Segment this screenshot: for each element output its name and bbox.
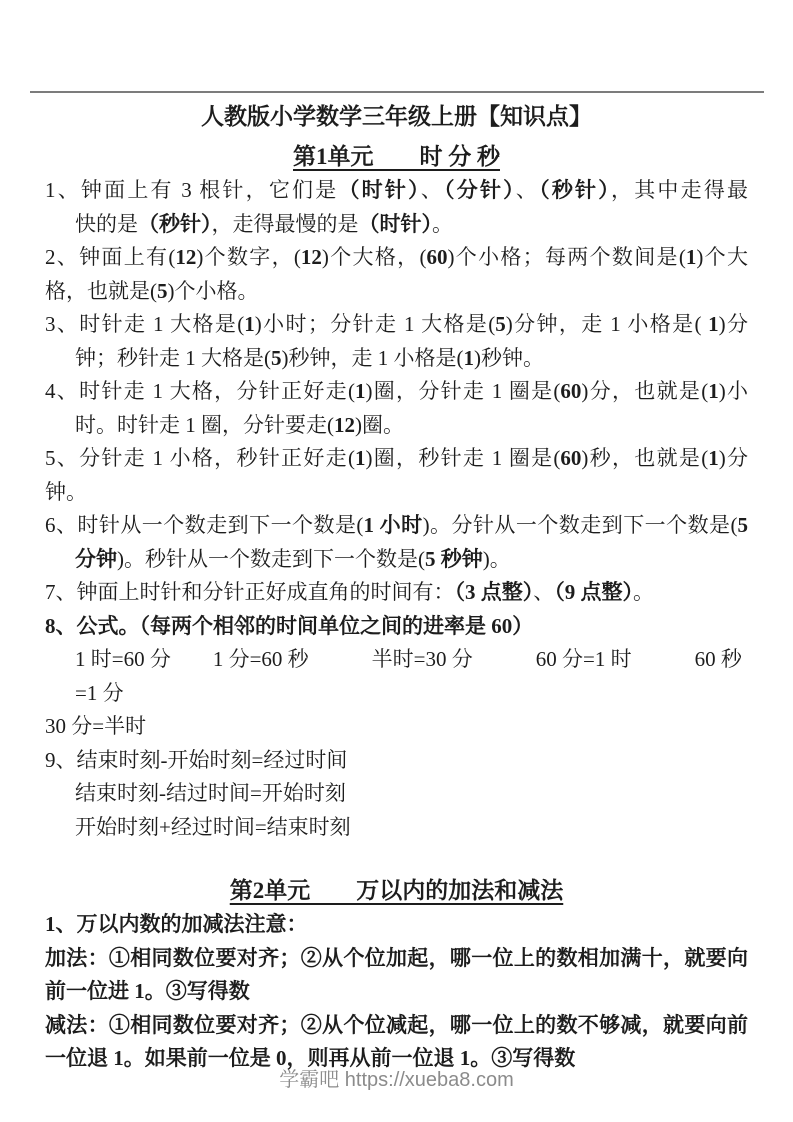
bold-answer-text: 前一位进 1。③写得数 <box>45 979 250 1003</box>
bold-answer-text: 12 <box>175 245 197 269</box>
text-line: 结束时刻-结过时间=开始时刻 <box>75 781 346 805</box>
bold-answer-text: 1 <box>708 379 719 403</box>
text-line: 时。时针走 1 圈，分针要走(12)圈。 <box>75 412 404 437</box>
document-content <box>45 100 748 1076</box>
bold-answer-text: 加法：①相同数位要对齐；②从个位加起，哪一位上的数相加满十，就要向 <box>45 945 748 970</box>
bold-answer-text: 分钟 <box>75 546 117 571</box>
bold-answer-text: 1 <box>708 446 719 470</box>
text-line: 9、结束时刻-开始时刻=经过时间 <box>45 747 348 772</box>
bold-answer-text: 5 秒钟 <box>425 546 483 571</box>
text-line: 钟。 <box>45 479 87 504</box>
bold-answer-text: （时针） <box>338 178 421 202</box>
text-line: 7、钟面上时针和分针正好成直角的时间有：（3 点整）、（9 点整）。 <box>45 580 654 604</box>
bold-answer-text: 5 <box>737 513 748 537</box>
text-line: 5、分针走 1 小格，秒针正好走(1)圈，秒针走 1 圈是(60)秒，也就是(1)分 <box>45 446 748 470</box>
bold-answer-text: 一位退 1。如果前一位是 0，则再从前一位退 1。③写得数 <box>45 1046 576 1070</box>
text-line: 快的是（秒针），走得最慢的是（时针）。 <box>75 211 453 236</box>
text-line: 分钟)。秒针从一个数走到下一个数是(5 秒钟)。 <box>75 546 511 571</box>
text-line: 6、时针从一个数走到下一个数是(1 小时)。分针从一个数走到下一个数是(5 <box>45 513 748 537</box>
bold-answer-text: 5 <box>157 278 168 303</box>
bold-answer-text: 8、公式。（每两个相邻的时间单位之间的进率是 60） <box>45 613 534 638</box>
text-line: 开始时刻+经过时间=结束时刻 <box>75 814 351 839</box>
bold-answer-text: 60 <box>560 379 582 403</box>
bold-answer-text: 5 <box>271 345 282 370</box>
bold-answer-text: 60 <box>426 245 448 269</box>
text-line: 3、时针走 1 大格是(1)小时；分针走 1 大格是(5)分钟，走 1 小格是( 1)分 <box>45 312 748 336</box>
bold-answer-text: （3 点整） <box>454 580 534 604</box>
bold-answer-text: 1 <box>685 245 697 269</box>
bold-answer-text: 1 小时 <box>363 513 423 537</box>
text-line: 钟；秒针走 1 大格是(5)秒钟，走 1 小格是(1)秒钟。 <box>75 345 544 370</box>
bold-answer-text: 12 <box>300 245 322 269</box>
document-body <box>45 140 748 1076</box>
footer-watermark: 学霸吧 https://xueba8.com <box>279 1069 514 1091</box>
bold-answer-text: （9 点整） <box>554 580 633 604</box>
bold-answer-text: 1 <box>244 312 255 336</box>
bold-answer-text: 1、万以内数的加减法注意： <box>45 912 308 936</box>
text-line: 1、钟面上有 3 根针，它们是（时针）、（分针）、（秒针），其中走得最 <box>45 178 749 202</box>
text-line: 4、时针走 1 大格，分针正好走(1)圈，分针走 1 圈是(60)分，也就是(1)小 <box>45 379 748 403</box>
text-line: 2、钟面上有(12)个数字，(12)个大格，(60)个小格；每两个数间是(1)个大 <box>45 245 748 269</box>
text-line <box>45 1009 748 1043</box>
document-title: 人教版小学数学三年级上册【知识点】 <box>201 104 592 129</box>
bold-answer-text: 1 <box>708 312 719 336</box>
bold-answer-text: 12 <box>334 412 355 437</box>
text-line: 30 分=半时 <box>45 714 147 738</box>
bold-answer-text: 5 <box>495 312 506 336</box>
text-line <box>45 610 748 644</box>
text-line <box>45 942 748 976</box>
bold-answer-text: 1 <box>463 345 474 370</box>
text-line <box>45 975 748 1009</box>
text-line <box>45 908 748 942</box>
bold-answer-text: （分针） <box>444 178 516 202</box>
bold-answer-text: 60 <box>560 446 582 470</box>
bold-answer-text: （秒针） <box>138 211 212 236</box>
bold-answer-text: 1 <box>354 446 366 470</box>
bold-answer-text: 减法：①相同数位要对齐；②从个位减起，哪一位上的数不够减，就要向前 <box>45 1012 748 1037</box>
section-heading: 第2单元 万以内的加法和减法 <box>229 878 564 903</box>
bold-answer-text: （秒针） <box>539 178 611 202</box>
section-heading: 第1单元 时 分 秒 <box>293 144 500 169</box>
text-line: 格，也就是(5)个小格。 <box>45 278 259 303</box>
bold-answer-text: （时针） <box>358 211 432 236</box>
text-line: 1 时=60 分 1 分=60 秒 半时=30 分 60 分=1 时 60 秒=1 分 <box>75 647 742 705</box>
bold-answer-text: 1 <box>354 379 366 403</box>
header-rule <box>30 91 764 93</box>
